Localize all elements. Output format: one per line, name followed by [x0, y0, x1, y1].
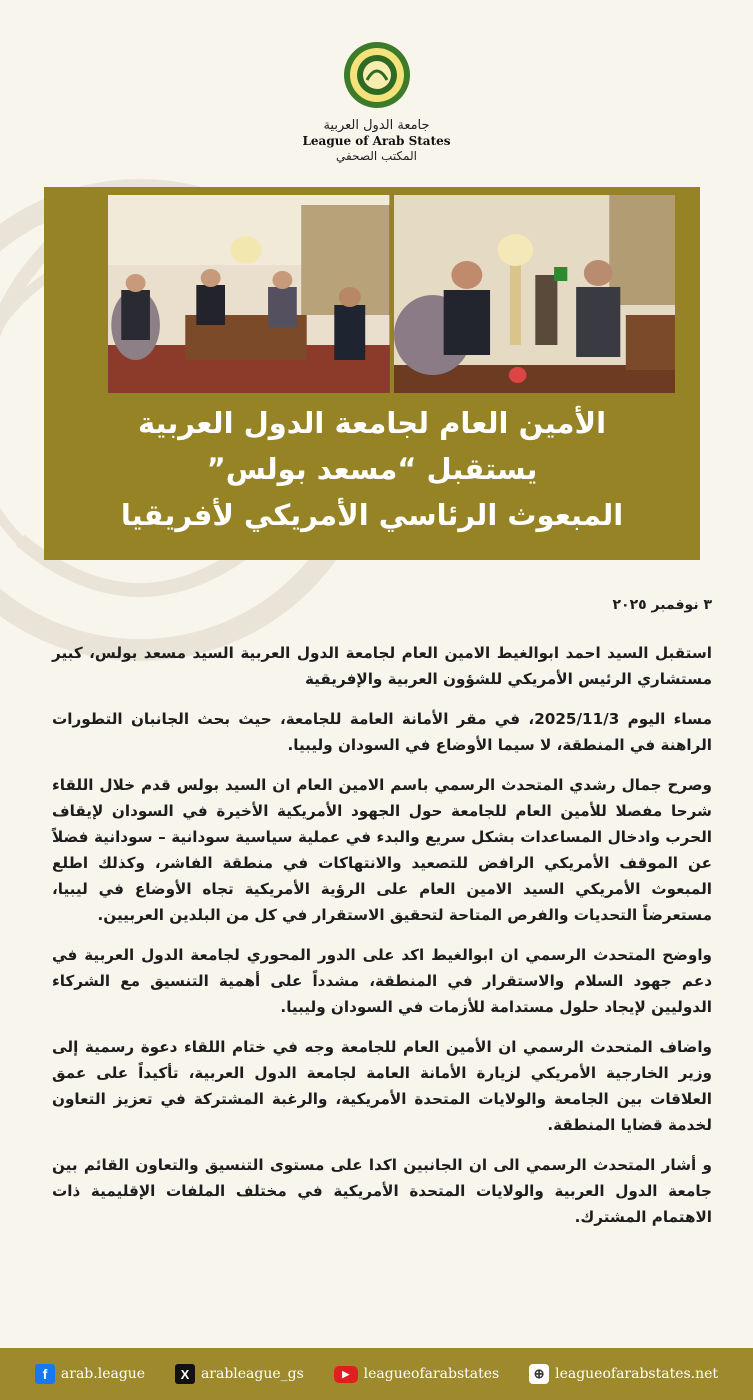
article-body: [52, 592, 712, 1244]
paragraph-5: واضاف المتحدث الرسمي ان الأمين العام للجامعة وجه في ختام اللقاء دعوة رسمية إلى وزير الخارجية الأمريكي لزيارة الأمانة العامة لجامعة الدول العربية، تأكيداً على عمق العلاقات بين الجامعة والولايات المتحدة الأمريكية، والرغبة المشتركة في تعزيز التعاون لخدمة قضايا المنطقة.: [52, 1038, 712, 1134]
facebook-link[interactable]: [35, 1364, 145, 1384]
youtube-icon: ▶: [334, 1366, 358, 1383]
x-link[interactable]: [175, 1364, 304, 1384]
headline-line-3: المبعوث الرئاسي الأمريكي لأفريقيا: [120, 498, 624, 532]
website-link[interactable]: [529, 1364, 718, 1384]
facebook-handle: arab.league: [60, 1366, 146, 1382]
org-name-arabic: جامعة الدول العربية: [323, 118, 430, 133]
paragraph-1: استقبل السيد احمد ابوالغيط الامين العام لجامعة الدول العربية السيد مسعد بولس، كبير مستشاري الرئيس الأمريكي للشؤون العربية والإفريقية: [52, 644, 712, 688]
globe-icon: ⊕: [529, 1364, 549, 1384]
league-logo-icon: [342, 40, 412, 110]
headline: [44, 400, 700, 538]
youtube-handle: leagueofarabstates: [363, 1366, 500, 1382]
page-header: [0, 40, 753, 163]
headline-line-1: الأمين العام لجامعة الدول العربية: [137, 406, 607, 440]
press-office-label: المكتب الصحفي: [336, 149, 417, 163]
facebook-icon: f: [35, 1364, 55, 1384]
meeting-photos: [108, 195, 675, 393]
paragraph-4: واوضح المتحدث الرسمي ان ابوالغيط اكد على الدور المحوري لجامعة الدول العربية في دعم جهود السلام والاستقرار في المنطقة، مشدداً على أهمية التنسيق مع الشركاء الدوليين لإيجاد حلول مستدامة للأزمات في السودان وليبيا.: [52, 946, 712, 1016]
paragraph-6: و أشار المتحدث الرسمي الى ان الجانبين اكدا على مستوى التنسيق والتعاون القائم بين جامعة الدول العربية والولايات المتحدة الأمريكية في مختلف الملفات الإقليمية ذات الاهتمام المشترك.: [52, 1156, 712, 1226]
paragraph-2: مساء اليوم 2025/11/3، في مقر الأمانة العامة للجامعة، حيث بحث الجانبان التطورات الراهنة في المنطقة، لا سيما الأوضاع في السودان وليبيا.: [52, 710, 712, 754]
x-icon: X: [175, 1364, 195, 1384]
youtube-link[interactable]: [334, 1366, 500, 1383]
paragraph-3: وصرح جمال رشدي المتحدث الرسمي باسم الامين العام ان السيد بولس قدم خلال اللقاء شرحا مفصلا للأمين العام للجامعة حول الجهود الأمريكية الأخيرة في السودان لإيقاف الحرب وادخال المساعدات بشكل سريع والبدء في عملية سياسية سودانية – سودانية فضلاً عن الموقف الأمريكي الرافض للتصعيد والانتهاكات في منطقة الفاشر، وكذلك اطلع المبعوث الأمريكي السيد الامين العام على الرؤية الأمريكية تجاه الأوضاع في ليبيا، مستعرضاً التحديات والفرص المتاحة لتحقيق الاستقرار في كل من البلدين العربيين.: [52, 776, 712, 924]
website-url: leagueofarabstates.net: [555, 1366, 719, 1382]
headline-line-2: يستقبل “مسعد بولس”: [206, 452, 538, 486]
meeting-photo-left: [108, 195, 390, 393]
org-name-english: League of Arab States: [302, 134, 451, 148]
social-footer: [0, 1348, 753, 1400]
article-date: ٣ نوفمبر ٢٠٢٥: [612, 597, 712, 613]
meeting-photo-right: [394, 195, 676, 393]
headline-banner: [44, 187, 700, 560]
x-handle: arableague_gs: [200, 1366, 304, 1382]
